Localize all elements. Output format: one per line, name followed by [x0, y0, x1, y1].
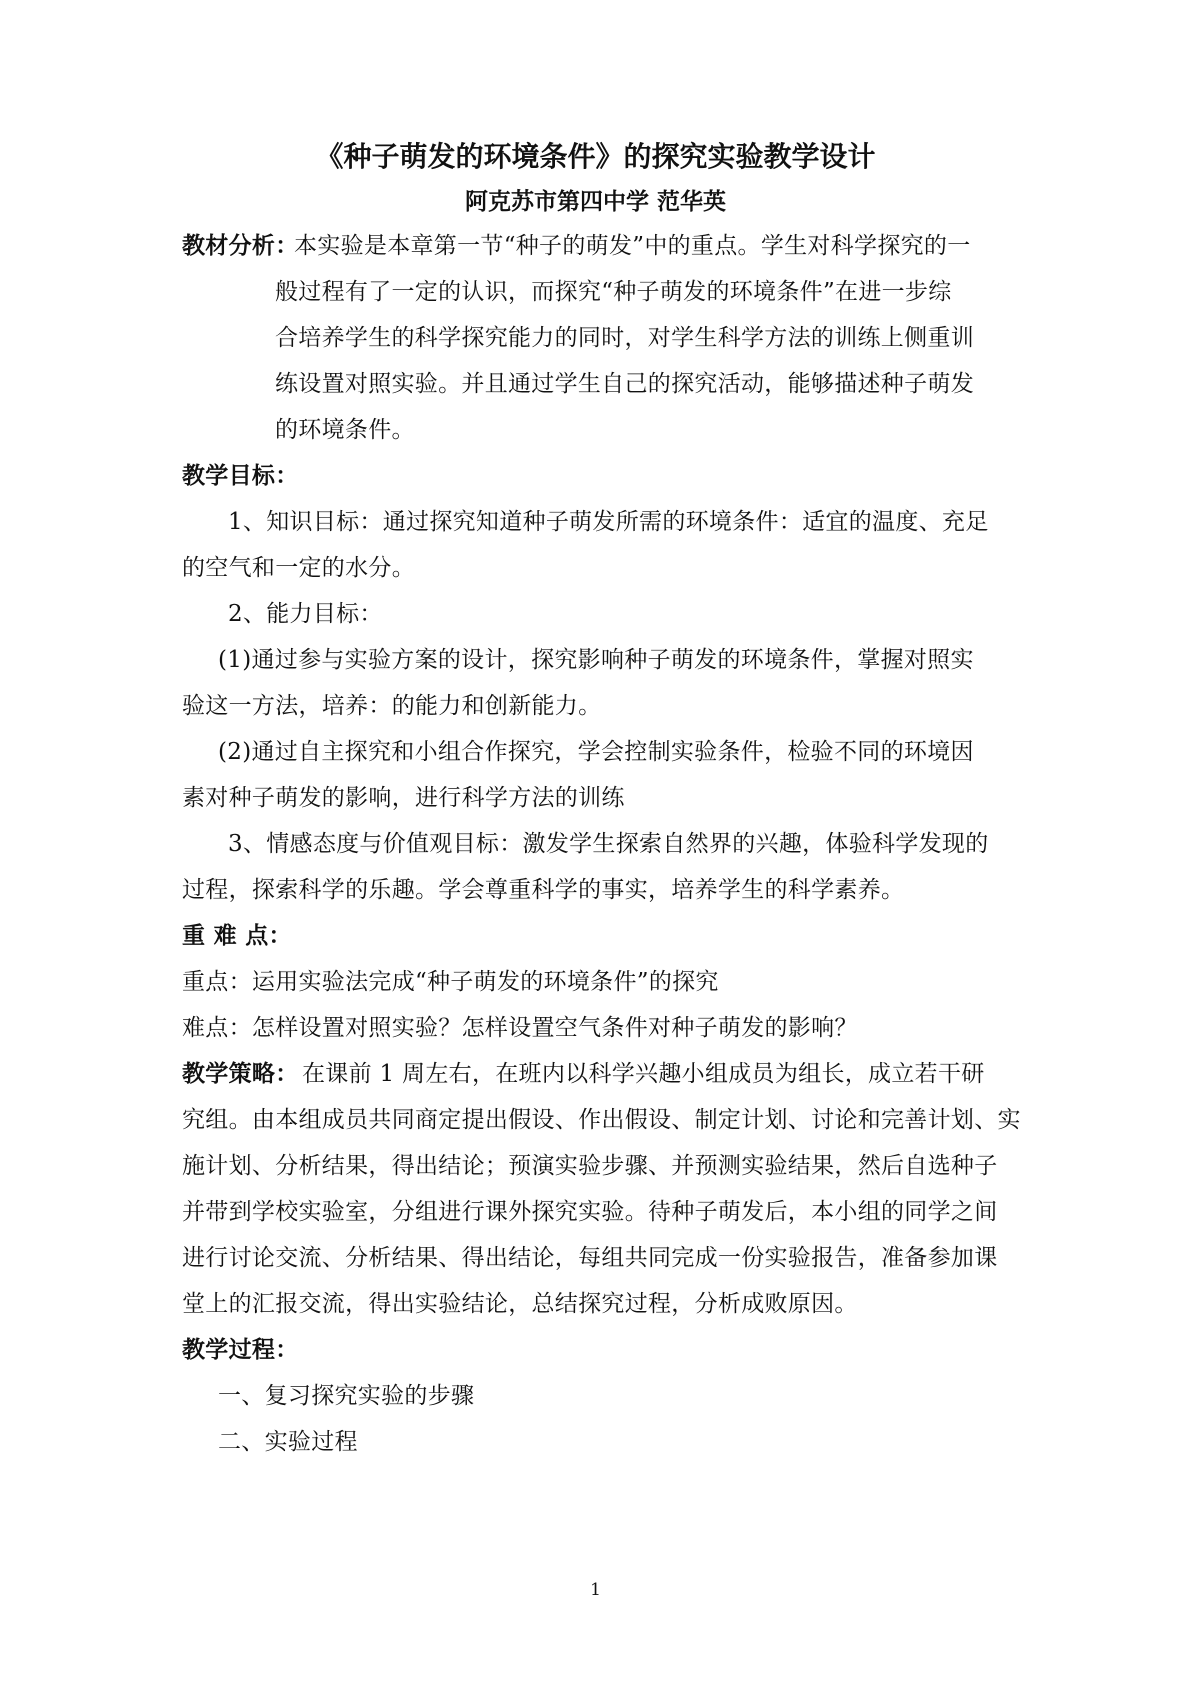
author-line: 阿克苏市第四中学 范华英 — [464, 189, 726, 215]
analysis-line: 般过程有了一定的认识，而探究“种子萌发的环境条件”在进一步综 — [275, 279, 952, 305]
goals-line: 过程，探索科学的乐趣。学会尊重科学的事实，培养学生的科学素养。 — [182, 877, 905, 903]
strategy-line: 究组。由本组成员共同商定提出假设、作出假设、制定计划、讨论和完善计划、实 — [182, 1107, 1021, 1133]
strategy-line: 在课前 1 周左右，在班内以科学兴趣小组成员为组长，成立若干研 — [302, 1061, 985, 1087]
strategy-line: 堂上的汇报交流，得出实验结论，总结探究过程，分析成败原因。 — [182, 1291, 858, 1317]
process-item: 一、复习探究实验的步骤 — [218, 1383, 475, 1409]
difficult-point: 难点：怎样设置对照实验？怎样设置空气条件对种子萌发的影响？ — [182, 1015, 858, 1041]
process-heading: 教学过程： — [182, 1337, 299, 1363]
goals-heading: 教学目标： — [182, 463, 299, 489]
analysis-line: 的环境条件。 — [275, 417, 415, 443]
strategy-line: 施计划、分析结果，得出结论；预演实验步骤、并预测实验结果，然后自选种子 — [182, 1153, 998, 1179]
goals-line: 1、知识目标：通过探究知道种子萌发所需的环境条件：适宜的温度、充足 — [228, 509, 989, 535]
goals-line: (2)通过自主探究和小组合作探究，学会控制实验条件，检验不同的环境因 — [218, 739, 974, 765]
process-item: 二、实验过程 — [218, 1429, 358, 1455]
strategy-label: 教学策略： — [182, 1061, 299, 1087]
goals-line: 2、能力目标： — [228, 601, 383, 627]
goals-line: 验这一方法，培养：的能力和创新能力。 — [182, 693, 602, 719]
goals-line: 3、情感态度与价值观目标：激发学生探索自然界的兴趣，体验科学发现的 — [228, 831, 989, 857]
goals-line: 的空气和一定的水分。 — [182, 555, 415, 581]
analysis-line: 练设置对照实验。并且通过学生自己的探究活动，能够描述种子萌发 — [275, 371, 974, 397]
document-title: 《种子萌发的环境条件》的探究实验教学设计 — [315, 140, 876, 173]
key-point: 重点：运用实验法完成“种子萌发的环境条件”的探究 — [182, 969, 719, 995]
strategy-line: 进行讨论交流、分析结果、得出结论，每组共同完成一份实验报告，准备参加课 — [182, 1245, 998, 1271]
analysis-line: 本实验是本章第一节“种子的萌发”中的重点。学生对科学探究的一 — [294, 233, 971, 259]
page-number: 1 — [590, 1580, 601, 1600]
keypoints-heading: 重 难 点： — [182, 923, 292, 949]
goals-line: 素对种子萌发的影响，进行科学方法的训练 — [182, 785, 625, 811]
analysis-label: 教材分析： — [182, 233, 299, 259]
analysis-line: 合培养学生的科学探究能力的同时，对学生科学方法的训练上侧重训 — [275, 325, 974, 351]
goals-line: (1)通过参与实验方案的设计，探究影响种子萌发的环境条件，掌握对照实 — [218, 647, 974, 673]
strategy-line: 并带到学校实验室，分组进行课外探究实验。待种子萌发后，本小组的同学之间 — [182, 1199, 998, 1225]
